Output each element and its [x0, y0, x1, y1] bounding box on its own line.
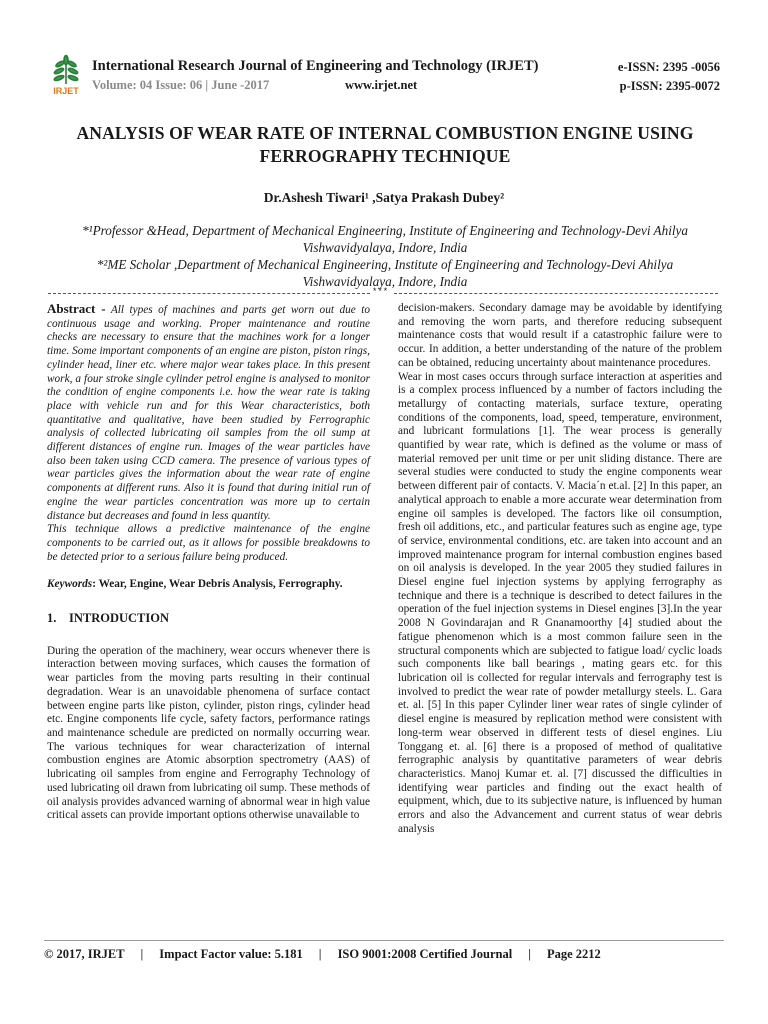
affiliation-2-line-1: *²ME Scholar ,Department of Mechanical Engineering, Institute of Engineering and Technology-Devi Ahilya: [96, 257, 674, 272]
journal-website[interactable]: www.irjet.net: [345, 78, 418, 92]
abstract-text-2: This technique allows a predictive maintenance of the engine components to be carried out, as it allows for possible breakdowns to be detected prior to a serious failure being produced.: [47, 523, 370, 563]
left-column: [47, 302, 370, 823]
introduction-text-right-2: Wear in most cases occurs through surface interaction at asperities and is a complex process influenced by a number of factors including the metallurgy of contacting materials, surface texture, operating conditions of the components, load, speed, temperature, environment, and lubricant formulations [1]. The wear process is generally quantified by wear rate, which is defined as the volume or mass of material removed per unit time or per unit sliding distance. There are several studies were conducted to study the engine components wear between different pair of contacts. V. Macia´n et.al. [2] In this paper, an analytical approach to enable a more accurate wear determination from engine oil samples is developed. The factors like oil consumption, fresh oil additions, etc., and particular features such as engine age, type of service, environmental conditions, etc. are taken into account and an improved maintenance program for internal combustion engines based on oil analysis is developed. In the year 2005 they studied failures in Diesel engine fuel injection systems by applying ferrography as technique and there is a technique is described to detect failures in the operation of the fuel injection systems in Diesel engines [3].In the year 2008 N Govindarajan and R Gnanamoorthy [4] studied about the fatigue phenomenon which is a most common failure seen in the structural components which are subjected to fatigue load/ cyclic loads such components like ball bearings , mating gears etc. for this lubrication oil is collected for regular intervals and ferrography test is involved to predict the wear rate of powder metallurgy steels. L. Gara et. al. [5] In this paper Cylinder liner wear rates of single cylinder of diesel engine is measured by replication method were consistent with long-term wear observed in different tests of diesel engines. Liu Tonggang et. al. [6] there is a proposed of method of qualitative ferrographic analysis by quantitative parameters of wear debris characteristics. Manoj Kumar et. al. [7] discussed the difficulties in identifying wear particles and finding out the exact health of equipment, which, due to its subjective nature, is influenced by human errors and also the Advancement and current status of wear debris analysis: [398, 370, 722, 835]
introduction-text-right-1: decision-makers. Secondary damage may be avoidable by identifying and removing the worn parts, and therefore reducing subsequent maintenance costs that would result if a catastrophic failure were to occur. In addition, a better understanding of the nature of the problem can be obtained, reducing uncertainty about maintenance procedures.: [398, 302, 722, 369]
paper-title: [40, 122, 730, 168]
introduction-text-left: During the operation of the machinery, wear occurs whenever there is interaction between moving surfaces, which causes the formation of wear particles from the moving parts resulting in their continual degradation. Wear is an unavoidable phenomena of surface contact between engine parts like piston, cylinder, piston rings, cylinder head etc. Engine components life cycle, safety factors, performance ratings and maintenance schedule are predicted on normally occurring wear. The various techniques for wear characterization of internal combustion engines are Atomic absorption spectrometry (AAS) of lubricating oil samples from engine and Ferrography Technology of used lubricating oil drawn from lubricating oil sump. These methods of oil analysis provides advanced warning of abnormal wear in high value critical assets can provide important options otherwise unavailable to: [47, 644, 370, 822]
affiliation-1-line-1: *¹Professor &Head, Department of Mechanical Engineering, Institute of Engineering and Technology-Devi Ahilya: [82, 223, 688, 238]
irjet-logo: [44, 52, 88, 96]
section-number: 1.: [47, 611, 57, 626]
svg-text:IRJET: IRJET: [53, 86, 79, 96]
right-column: [398, 302, 722, 836]
footer-divider: |: [528, 947, 531, 961]
section-separator: [48, 287, 718, 299]
footer-divider: |: [140, 947, 144, 961]
footer-divider: |: [318, 947, 322, 961]
journal-header: [44, 52, 724, 98]
title-line-2: FERROGRAPHY TECHNIQUE: [259, 146, 511, 166]
volume-issue: Volume: 04 Issue: 06 | June -2017: [92, 78, 270, 92]
affiliation-2: [40, 256, 730, 290]
title-line-1: ANALYSIS OF WEAR RATE OF INTERNAL COMBUSTION ENGINE USING: [76, 123, 694, 143]
footer-row: [44, 947, 724, 962]
affiliation-1: [40, 222, 730, 256]
authors: Dr.Ashesh Tiwari¹ ,Satya Prakash Dubey²: [263, 190, 505, 205]
introduction-heading: [47, 612, 370, 626]
separator-mark: ***: [372, 287, 389, 297]
footer-impact-factor: Impact Factor value: 5.181: [159, 947, 303, 961]
abstract-text: All types of machines and parts get worn out due to continuous usage and working. Proper maintenance and routine checks are necessary to ensure that the machines work for a longer time. Some important components of an engine are piston, piston rings, cylinder head, liner etc. where major wear takes place. In this present work, a four stroke single cylinder petrol engine is analysed to monitor the condition of engine components i.e. how the wear rate is taking place with vehicle run and for this Wear characteristics, both quantitative and qualitative, have been studied by Ferrographic analysis of collected lubricating oil samples from the oil sump at different distances of engine run. Images of the wear particles have also been taken using CCD camera. The presence of various types of wear particles gives the information about the wear rate of engine components at different runs. Also it is found that during initial run of engine the wear particles concentration was more up to certain distance but decreases and found in less quantity.: [47, 304, 370, 522]
e-issn: e-ISSN: 2395 -0056: [617, 60, 720, 74]
keywords: [47, 578, 370, 592]
footer-copyright: © 2017, IRJET: [44, 947, 125, 961]
separator-line-left: [48, 293, 370, 294]
p-issn: p-ISSN: 2395-0072: [619, 79, 720, 93]
affiliation-2-line-2: Vishwavidyalaya, Indore, India: [302, 274, 468, 289]
abstract: [47, 302, 370, 523]
separator-line-right: [394, 293, 718, 294]
journal-name: International Research Journal of Engineering and Technology (IRJET): [92, 58, 539, 74]
abstract-label: Abstract -: [47, 301, 106, 316]
footer-iso: ISO 9001:2008 Certified Journal: [337, 947, 513, 961]
page-footer: [44, 940, 724, 966]
footer-page-number: Page 2212: [546, 947, 601, 961]
keywords-text: : Wear, Engine, Wear Debris Analysis, Ferrography.: [92, 578, 343, 591]
section-title: INTRODUCTION: [69, 611, 170, 626]
affiliation-1-line-2: Vishwavidyalaya, Indore, India: [302, 240, 468, 255]
keywords-label: Keywords: [47, 578, 93, 591]
